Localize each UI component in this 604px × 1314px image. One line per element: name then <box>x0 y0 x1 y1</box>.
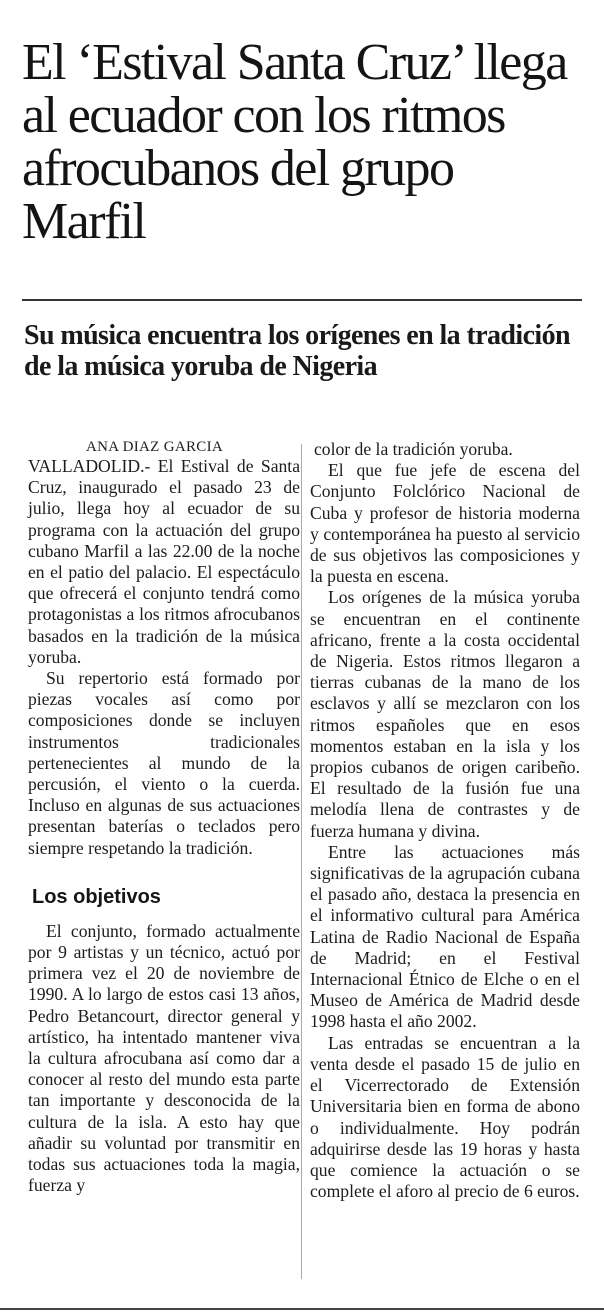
paragraph-5: Los orígenes de la música yoruba se encuentran en el continente africano, frente a la costa occidental de Nigeria. Estos ritmos llegaron a tierras cubanas de la mano de los esclavos y allí se mezclaron con los ritmos españoles que en esos momentos estaban en la isla y los propios cubanos de origen caribeño. El resultado de la fusión fue una melodía llena de contrastes y de fuerza humana y divina. <box>310 587 580 841</box>
paragraph-1-text: El Estival de Santa Cruz, inaugurado el pasado 23 de julio, llega hoy al ecuador de su programa con la actuación del grupo cubano Marfil a las 22.00 de la noche en el patio del palacio. El espectáculo que ofrecerá el conjunto tendrá como protagonistas a los ritmos afrocubanos basados en la tradición de la música yoruba. <box>28 456 300 667</box>
subtitle: Su música encuentra los orígenes en la tradición de la música yoruba de Nigeria <box>24 320 570 382</box>
byline: ANA DIAZ GARCIA <box>86 439 223 455</box>
paragraph-2: Su repertorio está formado por piezas vocales así como por composiciones donde se incluyen instrumentos tradicionales pertenecientes al mundo de la percusión, el viento o la cuerda. Incluso en algunas de sus actuaciones presentan baterías o teclados pero siempre respetando la tradición. <box>28 668 300 858</box>
paragraph-4: El que fue jefe de escena del Conjunto Folclórico Nacional de Cuba y profesor de historia moderna y contemporánea ha puesto al servicio de sus objetivos las composiciones y la puesta en escena. <box>310 460 580 587</box>
column-divider <box>301 444 302 1279</box>
paragraph-1 <box>28 456 300 668</box>
paragraph-6: Entre las actuaciones más significativas de la agrupación cubana el pasado año, destaca la presencia en el informativo cultural para América Latina de Radio Nacional de España de Madrid; en el Festival Internacional Étnico de Elche o en el Museo de América de Madrid desde 1998 hasta el año 2002. <box>310 841 580 1032</box>
headline: El ‘Estival Santa Cruz’ llega al ecuador con los ritmos afrocubanos del grupo Marfil <box>22 34 567 250</box>
paragraph-3: El conjunto, formado actualmente por 9 artistas y un técnico, actuó por primera vez el 20 de noviembre de 1990. A lo largo de estos casi 13 años, Pedro Betancourt, director general y artístico, ha intentado mantener viva la cultura afrocubana así como dar a conocer al resto del mundo esta parte tan importante y desconocida de la cultura de la isla. A esto hay que añadir su voluntad por transmitir en todas sus actuaciones toda la magia, fuerza y <box>28 920 300 1196</box>
bottom-rule <box>0 1308 604 1310</box>
headline-rule <box>22 299 582 301</box>
left-column <box>28 438 300 1197</box>
right-column <box>310 439 580 1202</box>
paragraph-continued: color de la tradición yoruba. <box>314 439 513 459</box>
paragraph-7: Las entradas se encuentran a la venta desde el pasado 15 de julio en el Vicerrectorado de Extensión Universitaria bien en forma de abono o individualmente. Hoy podrán adquirirse desde las 19 horas y hasta que comience la actuación o se complete el aforo al precio de 6 euros. <box>310 1032 580 1202</box>
section-heading: Los objetivos <box>32 885 161 908</box>
dateline: VALLADOLID.- <box>28 456 151 476</box>
